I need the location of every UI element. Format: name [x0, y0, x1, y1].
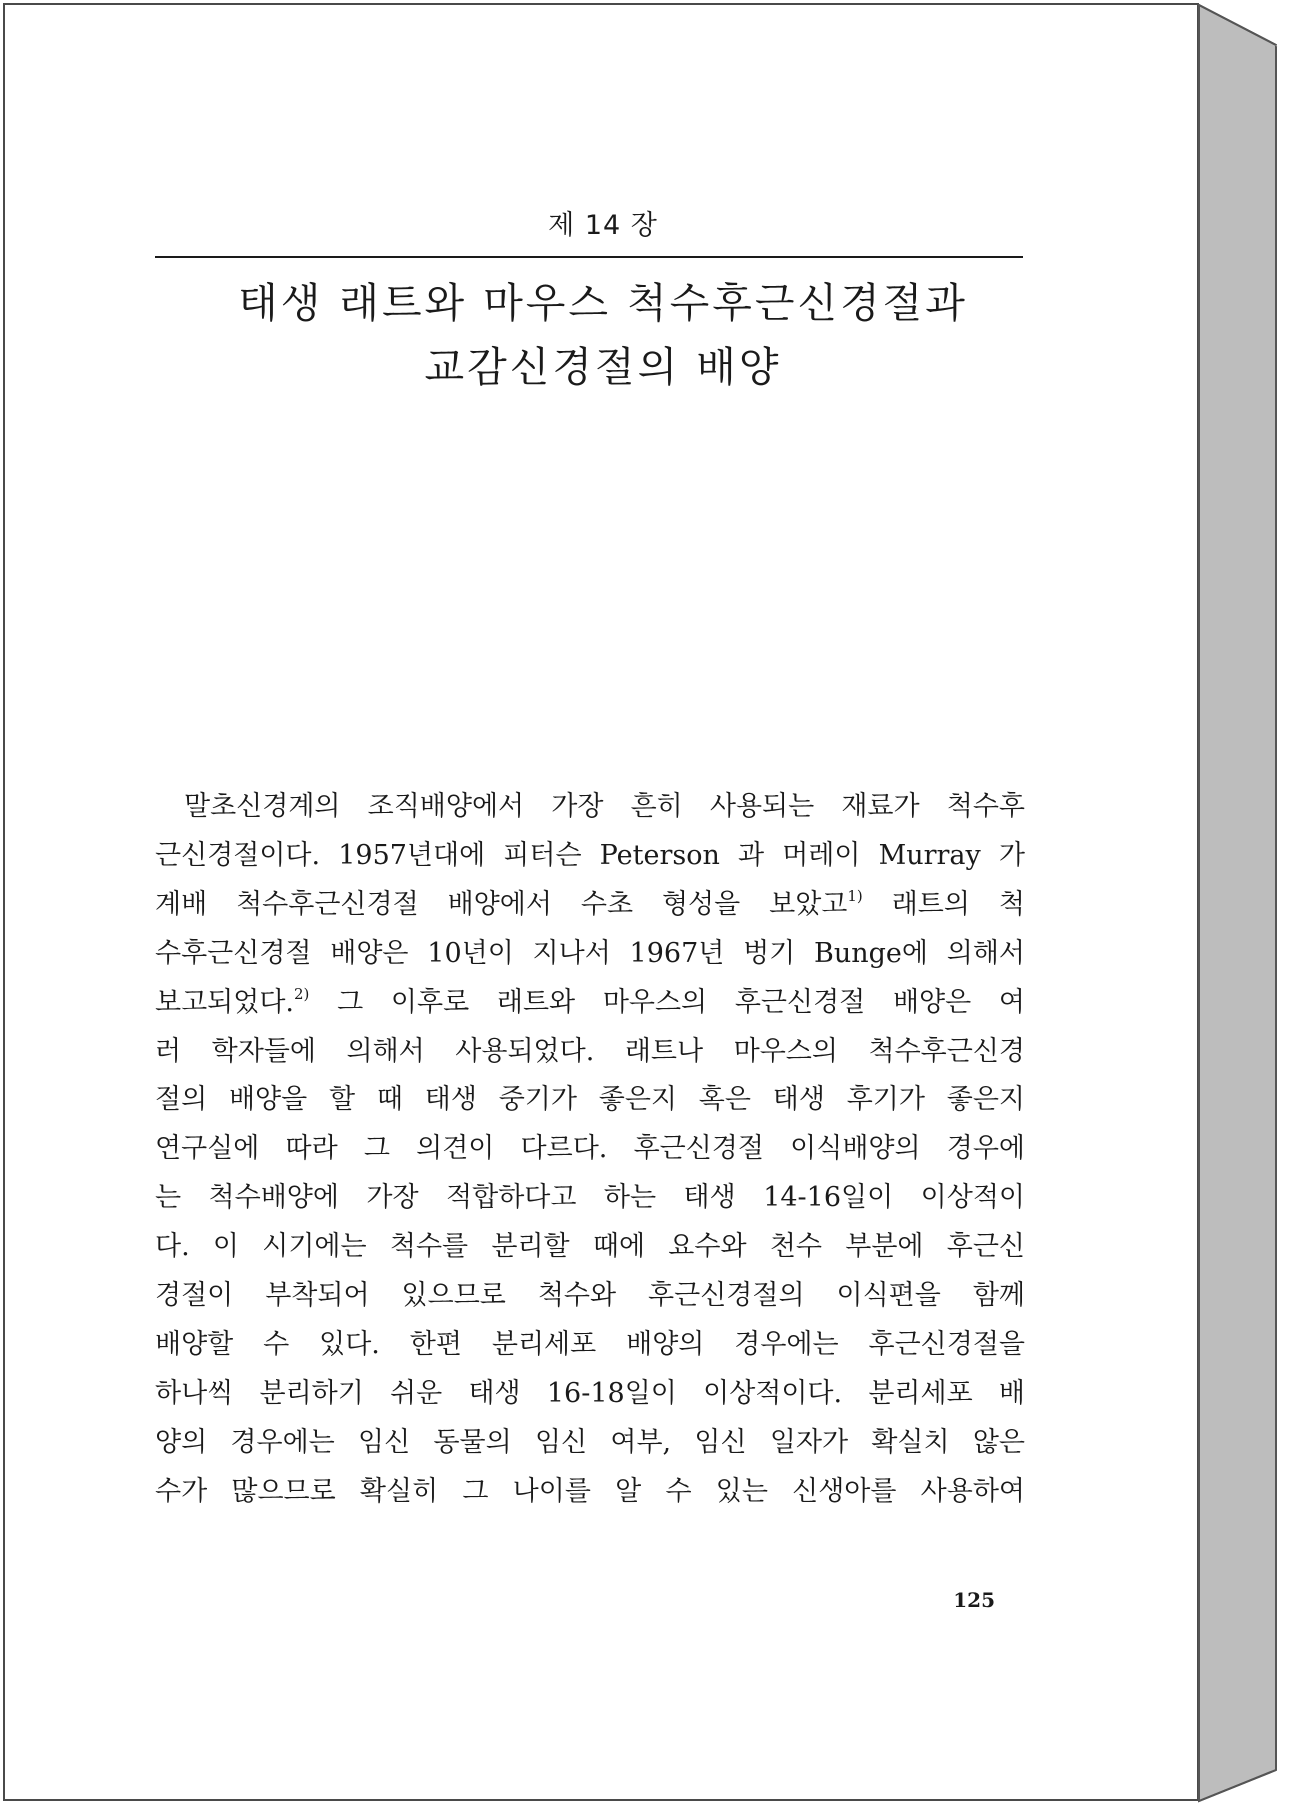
- text-segment: 계배 척수후근신경절 배양에서 수초 형성을 보았고: [155, 888, 848, 920]
- text-line: 러 학자들에 의해서 사용되었다. 래트나 마우스의 척수후근신경: [155, 1035, 1025, 1067]
- text-line: 수후근신경절 배양은 10년이 지나서 1967년 벙기 Bunge에 의해서: [155, 937, 1025, 969]
- page-number: 125: [953, 1588, 995, 1612]
- text-line: 근신경절이다. 1957년대에 피터슨 Peterson 과 머레이 Murray 가: [155, 839, 1025, 871]
- text-segment: 보고되었다.: [155, 986, 294, 1018]
- chapter-title-line-2: 교감신경절의 배양: [424, 343, 782, 391]
- text-line: 절의 배양을 할 때 태생 중기가 좋은지 혹은 태생 후기가 좋은지: [155, 1084, 1025, 1116]
- text-line: 양의 경우에는 임신 동물의 임신 여부, 임신 일자가 확실치 않은: [155, 1426, 1025, 1458]
- footnote-marker: 2): [294, 984, 310, 1003]
- footnote-marker: 1): [847, 886, 863, 905]
- text-line: 수가 많으므로 확실히 그 나이를 알 수 있는 신생아를 사용하여: [155, 1475, 1025, 1507]
- text-line: 는 척수배양에 가장 적합하다고 하는 태생 14-16일이 이상적이: [155, 1182, 1025, 1214]
- text-line: 다. 이 시기에는 척수를 분리할 때에 요수와 천수 부분에 후근신: [155, 1231, 1025, 1263]
- text-line: 하나씩 분리하기 쉬운 태생 16-18일이 이상적이다. 분리세포 배: [155, 1377, 1025, 1409]
- text-line: 경절이 부착되어 있으므로 척수와 후근신경절의 이식편을 함께: [155, 1280, 1025, 1312]
- text-line: 말초신경계의 조직배양에서 가장 흔히 사용되는 재료가 척수후: [184, 791, 1025, 822]
- text-segment: 그 이후로 래트와 마우스의 후근신경절 배양은 여: [337, 986, 1025, 1018]
- chapter-label: 제 14 장: [548, 210, 658, 241]
- text-line: 배양할 수 있다. 한편 분리세포 배양의 경우에는 후근신경절을: [155, 1328, 1025, 1360]
- text-segment: 래트의 척: [891, 888, 1025, 920]
- text-line: 연구실에 따라 그 의견이 다르다. 후근신경절 이식배양의 경우에: [155, 1133, 1025, 1165]
- chapter-title-line-1: 태생 래트와 마우스 척수후근신경절과: [238, 279, 968, 327]
